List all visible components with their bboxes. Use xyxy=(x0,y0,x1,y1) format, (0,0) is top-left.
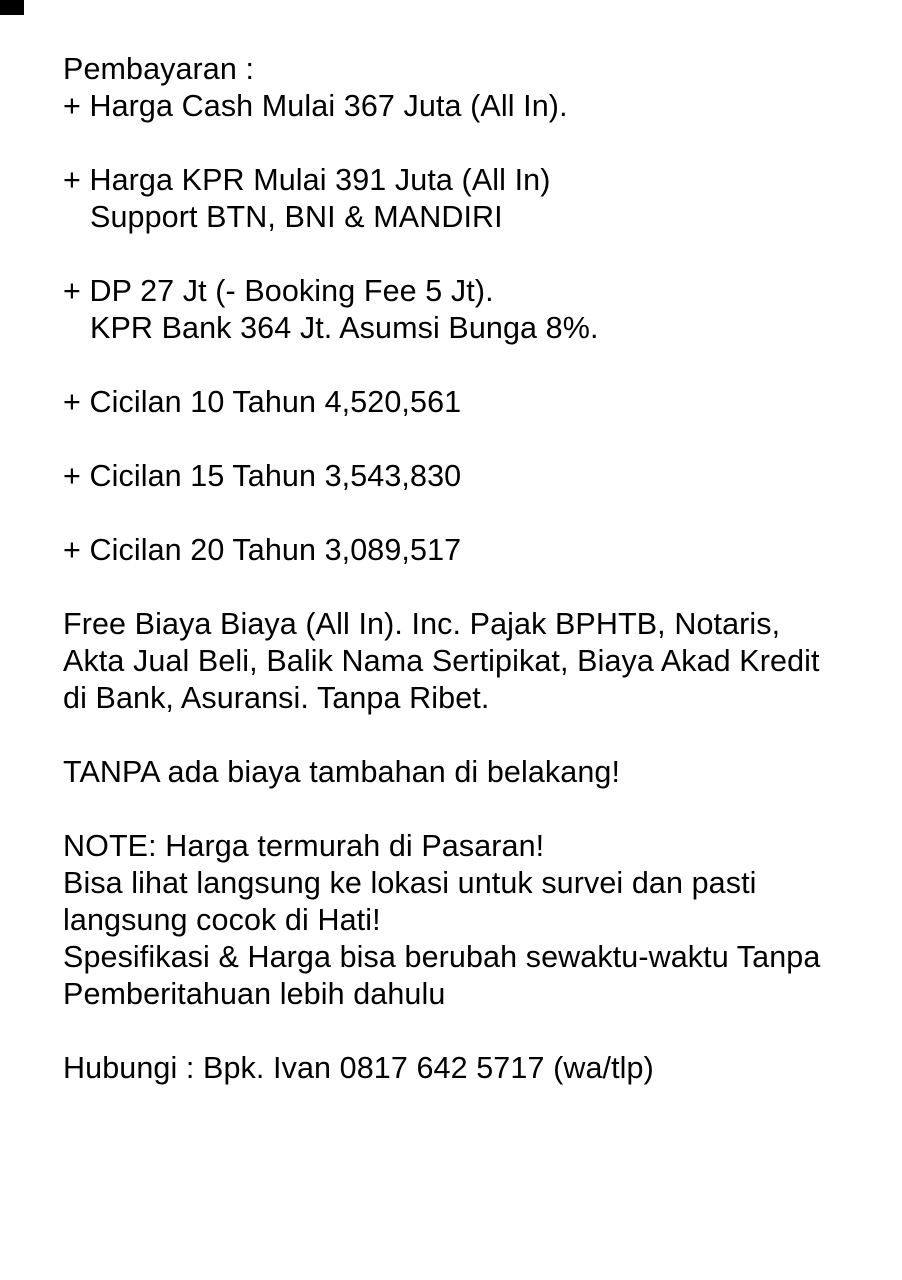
note-section xyxy=(63,828,882,1013)
contact-line: Hubungi : Bpk. Ivan 0817 642 5717 (wa/tlp) xyxy=(63,1051,654,1085)
no-hidden-fees-section xyxy=(63,754,882,791)
installment-10yr-line: + Cicilan 10 Tahun 4,520,561 xyxy=(63,385,462,419)
installment-20yr-section xyxy=(63,532,882,569)
kpr-bank-interest-line: KPR Bank 364 Jt. Asumsi Bunga 8%. xyxy=(90,311,599,345)
down-payment-section xyxy=(63,273,882,347)
note-line-3: langsung cocok di Hati! xyxy=(63,903,381,937)
kpr-price-section xyxy=(63,162,882,236)
note-line-2: Bisa lihat langsung ke lokasi untuk survei dan pasti xyxy=(63,866,757,900)
installment-15yr-section xyxy=(63,458,882,495)
installment-20yr-line: + Cicilan 20 Tahun 3,089,517 xyxy=(63,533,462,567)
no-hidden-fees-line: TANPA ada biaya tambahan di belakang! xyxy=(63,755,621,789)
note-line-5: Pemberitahuan lebih dahulu xyxy=(63,977,446,1011)
free-fees-section xyxy=(63,606,882,717)
free-fees-line-3: di Bank, Asuransi. Tanpa Ribet. xyxy=(63,681,490,715)
payment-flyer-text xyxy=(63,51,882,1087)
free-fees-line-2: Akta Jual Beli, Balik Nama Sertipikat, Biaya Akad Kredit xyxy=(63,644,820,678)
payment-heading: Pembayaran : xyxy=(63,52,255,86)
free-fees-line-1: Free Biaya Biaya (All In). Inc. Pajak BPHTB, Notaris, xyxy=(63,607,781,641)
payment-heading-and-cash-section xyxy=(63,51,882,125)
installment-10yr-section xyxy=(63,384,882,421)
down-payment-line: + DP 27 Jt (- Booking Fee 5 Jt). xyxy=(63,274,494,308)
installment-15yr-line: + Cicilan 15 Tahun 3,543,830 xyxy=(63,459,462,493)
note-line-4: Spesifikasi & Harga bisa berubah sewaktu-waktu Tanpa xyxy=(63,940,821,974)
contact-section xyxy=(63,1050,882,1087)
scan-artifact-mark xyxy=(0,0,24,15)
note-line-1: NOTE: Harga termurah di Pasaran! xyxy=(63,829,545,863)
cash-price-line: + Harga Cash Mulai 367 Juta (All In). xyxy=(63,89,568,123)
kpr-support-banks-line: Support BTN, BNI & MANDIRI xyxy=(90,200,503,234)
kpr-price-line: + Harga KPR Mulai 391 Juta (All In) xyxy=(63,163,551,197)
